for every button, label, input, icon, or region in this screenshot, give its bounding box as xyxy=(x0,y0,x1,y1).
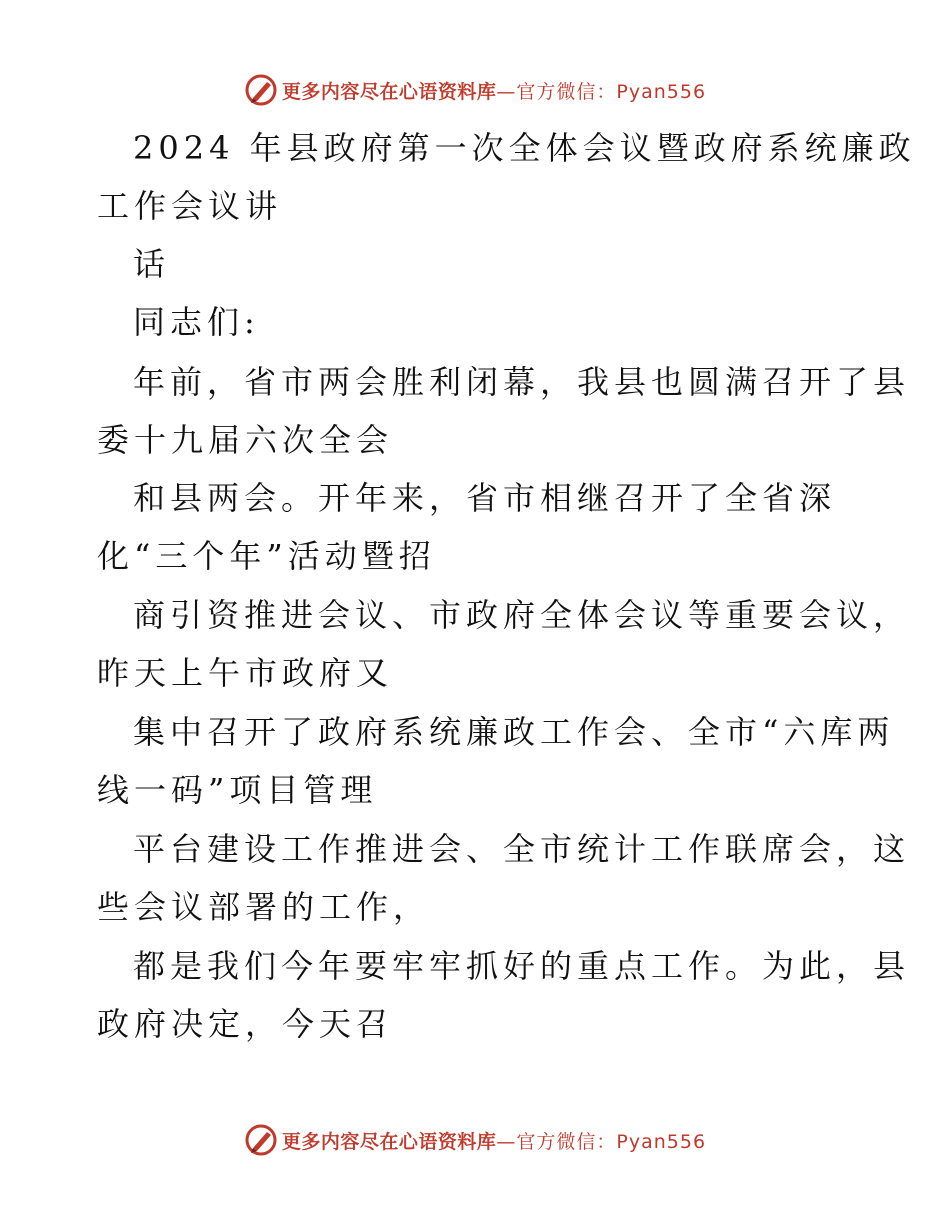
title-line-1: 2024 年县政府第一次全体会议暨政府系统廉政 xyxy=(133,129,916,167)
paragraph-line: 政府决定，今天召 xyxy=(97,1005,394,1043)
title-line-3: 话 xyxy=(133,245,171,283)
banner-site-text: 更多内容尽在心语资料库 xyxy=(281,80,497,103)
paragraph-line: 昨天上午市政府又 xyxy=(97,654,394,692)
paragraph-line: 平台建设工作推进会、全市统计工作联席会，这 xyxy=(133,830,911,868)
paragraph-line: 集中召开了政府系统廉政工作会、全市“六库两 xyxy=(133,713,895,751)
paragraph-line: 线一码”项目管理 xyxy=(97,771,378,809)
title-line-2: 工作会议讲 xyxy=(97,187,283,225)
paragraph-line: 都是我们今年要牢牢抓好的重点工作。为此，县 xyxy=(133,947,911,985)
header-banner xyxy=(0,70,950,110)
paragraph-line: 化“三个年”活动暨招 xyxy=(97,537,436,575)
paragraph-line: 和县两会。开年来，省市相继召开了全省深 xyxy=(133,479,837,517)
footer-banner xyxy=(0,1120,950,1160)
paragraph-line: 年前，省市两会胜利闭幕，我县也圆满召开了县 xyxy=(133,363,911,401)
paragraph-line: 商引资推进会议、市政府全体会议等重要会议， xyxy=(133,596,911,634)
pen-logo-icon xyxy=(244,73,278,107)
banner-official-text: —官方微信：Pyan556 xyxy=(496,1130,707,1153)
paragraph-line: 些会议部署的工作， xyxy=(97,888,431,926)
pen-logo-icon xyxy=(244,1123,278,1157)
salutation: 同志们: xyxy=(133,303,260,341)
banner-site-text: 更多内容尽在心语资料库 xyxy=(281,1130,497,1153)
banner-official-text: —官方微信：Pyan556 xyxy=(496,80,707,103)
paragraph-line: 委十九届六次全会 xyxy=(97,421,394,459)
